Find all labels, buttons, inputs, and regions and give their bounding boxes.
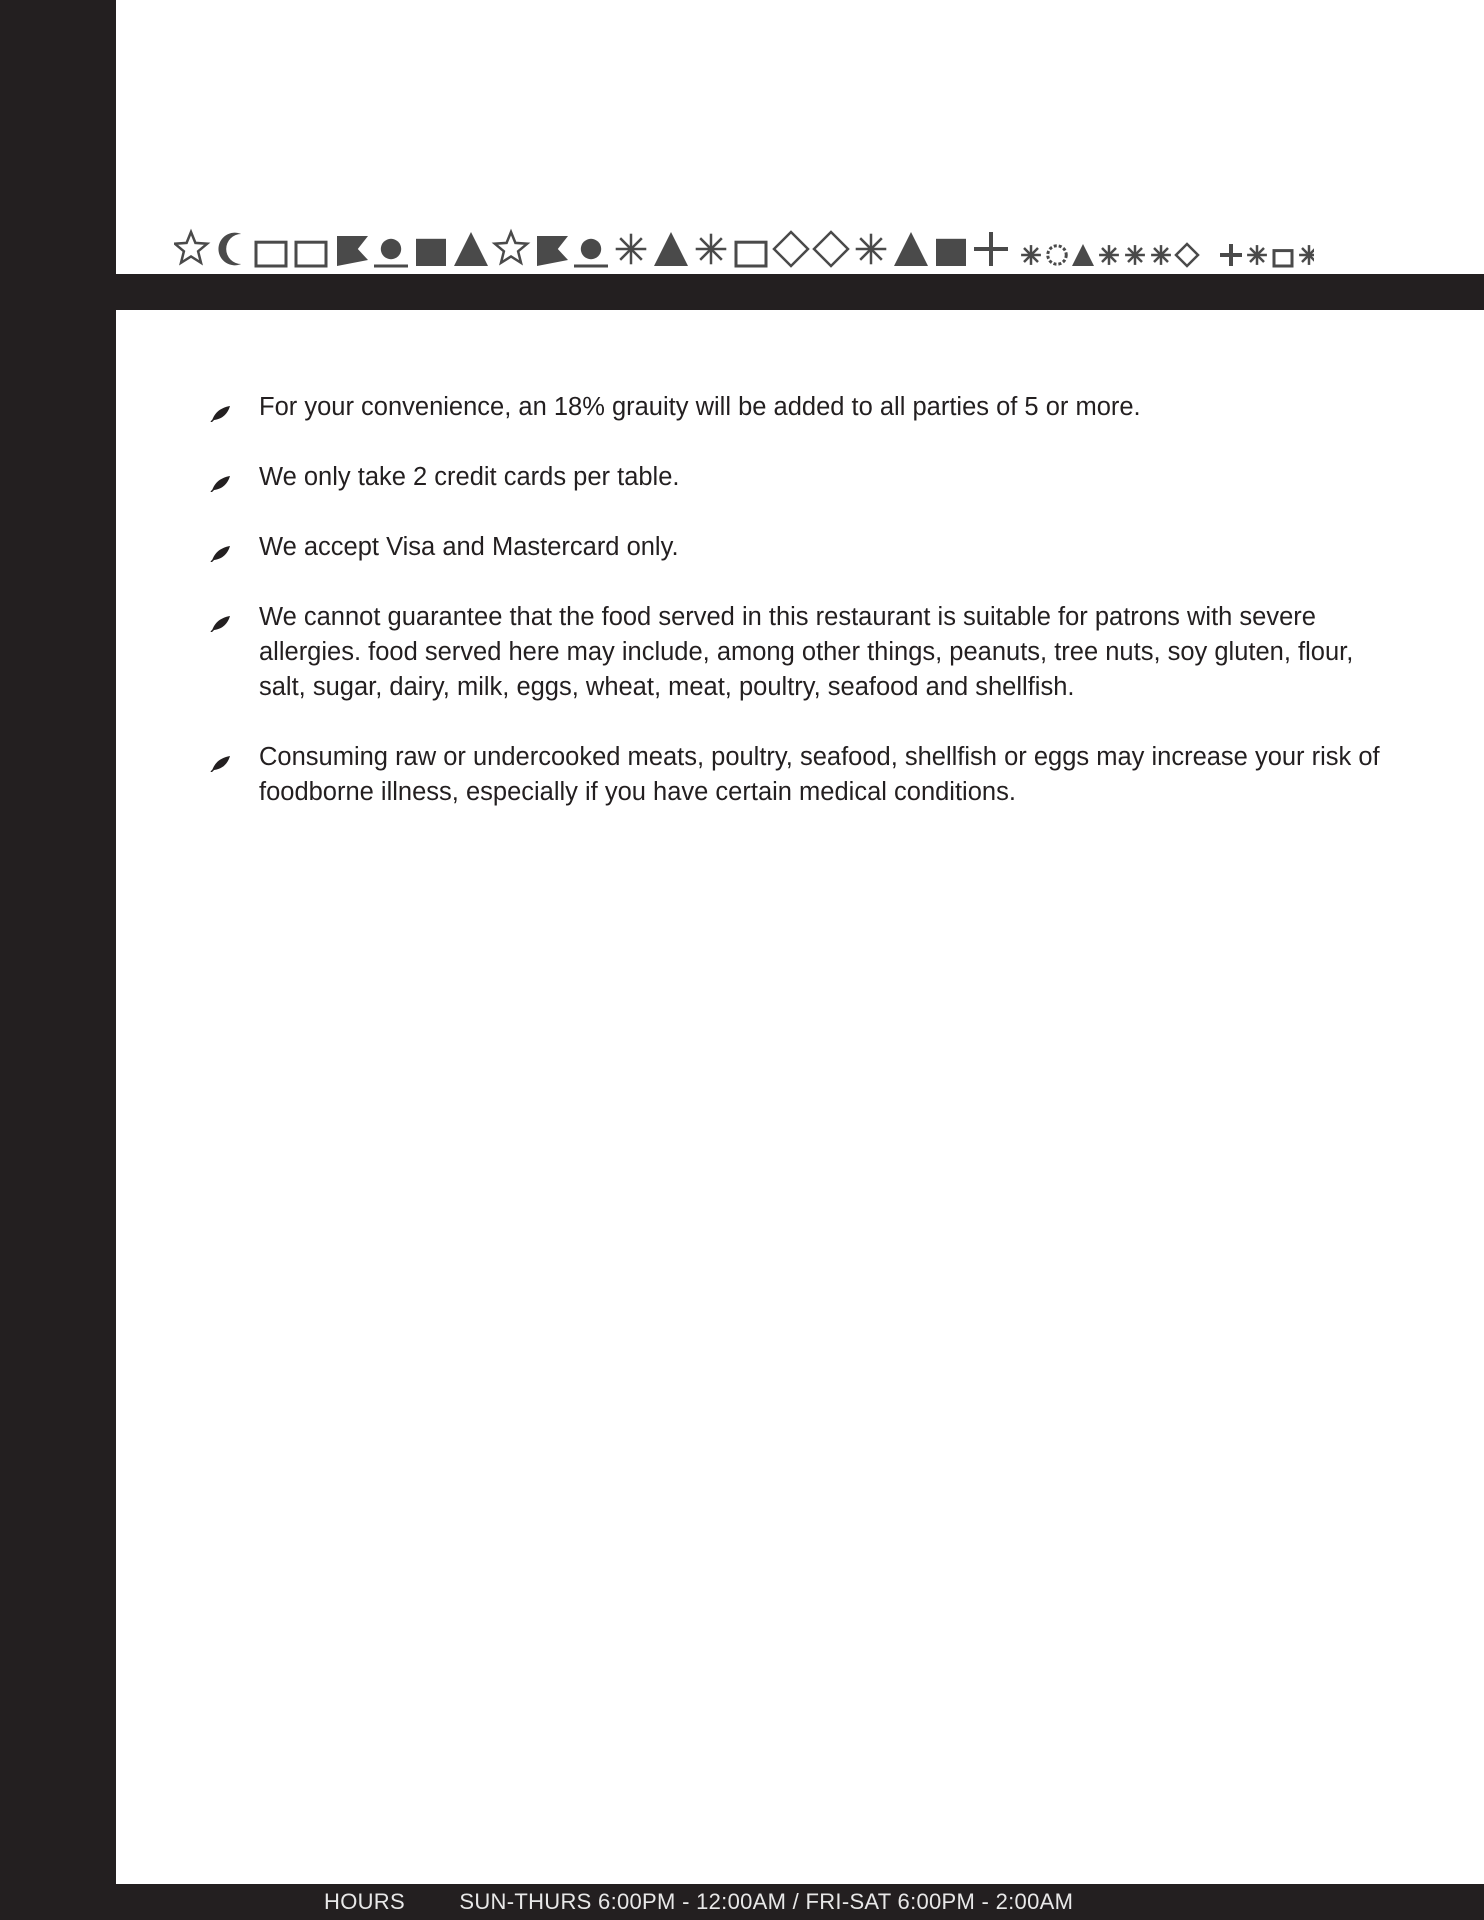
heading-dingbat-glyph: [974, 232, 1008, 266]
policy-note-text: Consuming raw or undercooked meats, poultry, seafood, shellfish or eggs may increase your risk of foodborne illness, especially if you have certain medical conditions.: [259, 743, 1380, 806]
heading-dingbat-glyph: [1220, 244, 1242, 266]
policy-note-text: We accept Visa and Mastercard only.: [259, 533, 679, 561]
header-rule: [0, 274, 1484, 310]
heading-dingbat-glyph: [936, 239, 966, 266]
heading-dingbat-glyph: [337, 236, 368, 266]
policy-note-text: For your convenience, an 18% grauity will be added to all parties of 5 or more.: [259, 393, 1141, 421]
policy-note-allergies: [210, 600, 1390, 705]
decorative-dingbat-heading-icon: [174, 222, 1314, 270]
policy-note-card-types: [210, 530, 1390, 565]
heading-dingbat-glyph: [537, 236, 568, 266]
leaf-bullet-icon: [210, 474, 232, 492]
dingbat-heading-graphic: [174, 222, 1314, 270]
heading-dingbat-glyph: [1048, 246, 1066, 264]
heading-dingbat-glyph: [581, 239, 601, 259]
heading-dingbat-glyph: [256, 242, 286, 266]
heading-dingbat-glyph: [175, 232, 207, 263]
policy-note-gratuity: [210, 390, 1390, 425]
policy-note-text: We only take 2 credit cards per table.: [259, 463, 680, 491]
heading-dingbat-glyph: [218, 233, 241, 266]
heading-dingbat-glyph: [654, 232, 688, 266]
heading-dingbat-glyph: [296, 242, 326, 266]
heading-dingbat-glyph: [1072, 244, 1094, 266]
leaf-bullet-icon: [210, 754, 232, 772]
heading-dingbat-glyph: [894, 232, 928, 266]
heading-dingbat-glyph: [381, 239, 401, 259]
heading-dingbat-glyph: [1176, 244, 1198, 266]
heading-dingbat-glyph: [1274, 251, 1292, 266]
heading-dingbat-glyph: [495, 232, 527, 263]
heading-dingbat-glyph: [814, 232, 848, 266]
hours-value: SUN-THURS 6:00PM - 12:00AM / FRI-SAT 6:00PM - 2:00AM: [459, 1889, 1074, 1914]
policy-note-credit-cards: [210, 460, 1390, 495]
heading-dingbat-glyph: [454, 232, 488, 266]
leaf-bullet-icon: [210, 404, 232, 422]
policy-note-text: We cannot guarantee that the food served in this restaurant is suitable for patrons with severe allergies. food served here may include, among other things, peanuts, tree nuts, soy gluten, flour, salt, sugar, dairy, milk, eggs, wheat, meat, poultry, seafood and shellfish.: [259, 603, 1354, 701]
heading-dingbat-glyph: [416, 239, 446, 266]
leaf-bullet-icon: [210, 614, 232, 632]
footer-hours: [324, 1884, 1073, 1920]
hours-label: HOURS: [324, 1889, 405, 1914]
heading-dingbat-glyph: [736, 242, 766, 266]
leaf-bullet-icon: [210, 544, 232, 562]
heading-dingbat-glyph: [774, 232, 808, 266]
policy-notes-list: [210, 390, 1390, 845]
policy-note-raw-food-warning: [210, 740, 1390, 810]
